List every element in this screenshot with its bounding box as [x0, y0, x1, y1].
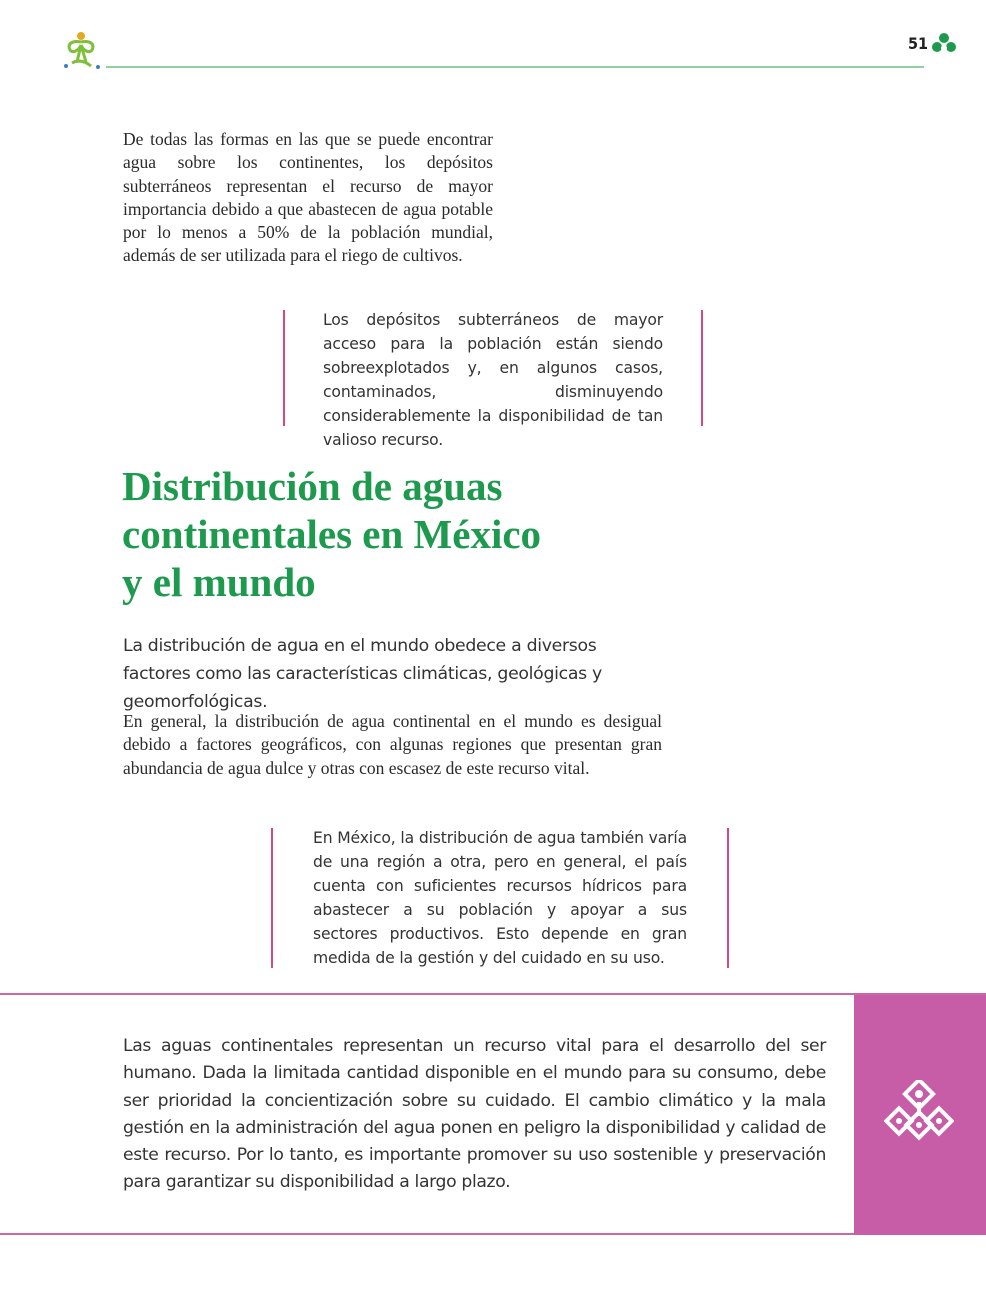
section-title-line: continentales en México [122, 511, 542, 557]
callout-right-bar [727, 828, 729, 968]
section-title [122, 462, 682, 606]
distribution-paragraph: En general, la distribución de agua continental en el mundo es desigual debido a factores geográficos, con algunas regiones que presentan gran abundancia de agua dulce y otras con escasez de este recurso vital. [123, 711, 662, 778]
callout-groundwater: Los depósitos subterráneos de mayor acceso para la población están siendo sobreexplotados y, en algunos casos, contaminados, disminuyendo considerablemente la disponibilidad de tan valioso recurso. [323, 311, 663, 449]
callout-right-bar [701, 310, 703, 426]
section-title-line: y el mundo [122, 559, 316, 605]
section-title-line: Distribución de aguas [122, 463, 503, 509]
page-number: 51 [908, 34, 929, 53]
callout-left-bar [283, 310, 285, 426]
lead-paragraph: La distribución de agua en el mundo obedece a diversos factores como las características climáticas, geológicas y geomorfológicas. [123, 636, 602, 712]
summary-paragraph: Las aguas continentales representan un recurso vital para el desarrollo del ser humano. Dada la limitada cantidad disponible en el mundo para su consumo, debe ser prioridad la concientización sobre su cuidado. El cambio climático y la mala gestión en la administración del agua ponen en peligro la disponibilidad y calidad de este recurso. Por lo tanto, es importante promover su uso sostenible y preservación para garantizar su disponibilidad a largo plazo. [123, 1036, 826, 1193]
header-rule [106, 66, 924, 68]
intro-paragraph: De todas las formas en las que se puede encontrar agua sobre los continentes, los depósitos subterráneos representan el recurso de mayor importancia debido a que abastecen de agua potable por lo menos a 50% de la población mundial, además de ser utilizada para el riego de cultivos. [123, 129, 493, 266]
callout-mexico: En México, la distribución de agua también varía de una región a otra, pero en general, el país cuenta con suficientes recursos hídricos para abastecer a su población y apoyar a sus sectores productivos. Esto depende en gran medida de la gestión y del cuidado en su uso. [313, 829, 687, 967]
callout-left-bar [271, 828, 273, 968]
summary-top-rule [0, 993, 986, 995]
floral-emblem-icon [884, 1080, 954, 1150]
flower-emblem-icon [930, 32, 958, 56]
sprout-figure-icon [58, 30, 104, 72]
summary-bottom-rule [0, 1233, 856, 1235]
